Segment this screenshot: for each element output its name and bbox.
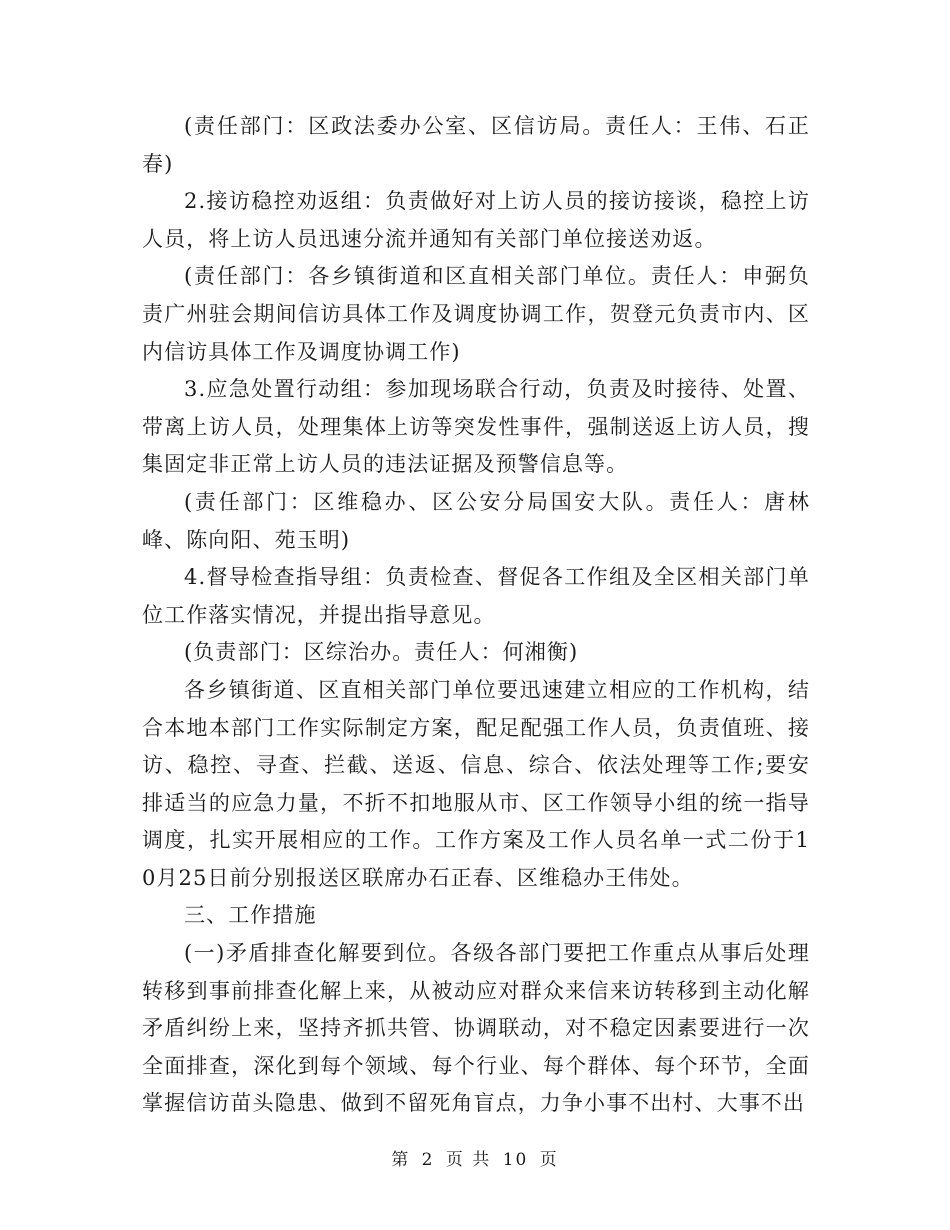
paragraph-measure-1: (一)矛盾排查化解要到位。各级各部门要把工作重点从事后处理转移到事前排查化解上来，从被动应对群众来信来访转移到主动化解矛盾纠纷上来，坚持齐抓共管、协调联动，对不稳定因素要进行一次全面排查，深化到每个领域、每个行业、每个群体、每个环节，全面掌握信访苗头隐患、做到不留死角盲点，力争小事不出村、大事不出 [142,941,810,1116]
footer-prefix: 第 [391,1150,411,1170]
paragraph-responsibility-2: (责任部门：各乡镇街道和区直相关部门单位。责任人：申弼负责广州驻会期间信访具体工作及调度协调工作，贺登元负责市内、区内信访具体工作及调度协调工作) [142,264,810,364]
paragraph-reception-group: 2.接访稳控劝返组：负责做好对上访人员的接访接谈，稳控上访人员，将上访人员迅速分流并通知有关部门单位接送劝返。 [142,189,810,251]
footer-total-pages: 10 [502,1150,529,1170]
page-number-footer [0,1145,950,1170]
paragraph-responsibility-4: (负责部门：区综治办。责任人：何湘衡) [184,640,579,665]
footer-current-page: 2 [421,1150,435,1170]
footer-suffix: 页 [539,1150,559,1170]
document-body [142,108,810,1123]
paragraph-emergency-group: 3.应急处置行动组：参加现场联合行动，负责及时接待、处置、带离上访人员，处理集体上访等突发性事件，强制送返上访人员，搜集固定非正常上访人员的违法证据及预警信息等。 [142,377,810,477]
paragraph-general-requirements: 各乡镇街道、区直相关部门单位要迅速建立相应的工作机构，结合本地本部门工作实际制定方案，配足配强工作人员，负责值班、接访、稳控、寻查、拦截、送返、信息、综合、依法处理等工作;要安排适当的应急力量，不折不扣地服从市、区工作领导小组的统一指导调度，扎实开展相应的工作。工作方案及工作人员名单一式二份于10月25日前分别报送区联席办石正春、区维稳办王伟处。 [142,677,810,890]
paragraph-responsibility-3: (责任部门：区维稳办、区公安分局国安大队。责任人：唐林峰、陈向阳、苑玉明) [142,489,810,552]
section-heading-measures: 三、工作措施 [184,903,317,928]
footer-middle: 页 共 [445,1150,492,1170]
paragraph-responsibility-1: (责任部门：区政法委办公室、区信访局。责任人：王伟、石正春) [142,114,810,176]
paragraph-supervision-group: 4.督导检查指导组：负责检查、督促各工作组及全区相关部门单位工作落实情况，并提出指导意见。 [142,565,810,627]
